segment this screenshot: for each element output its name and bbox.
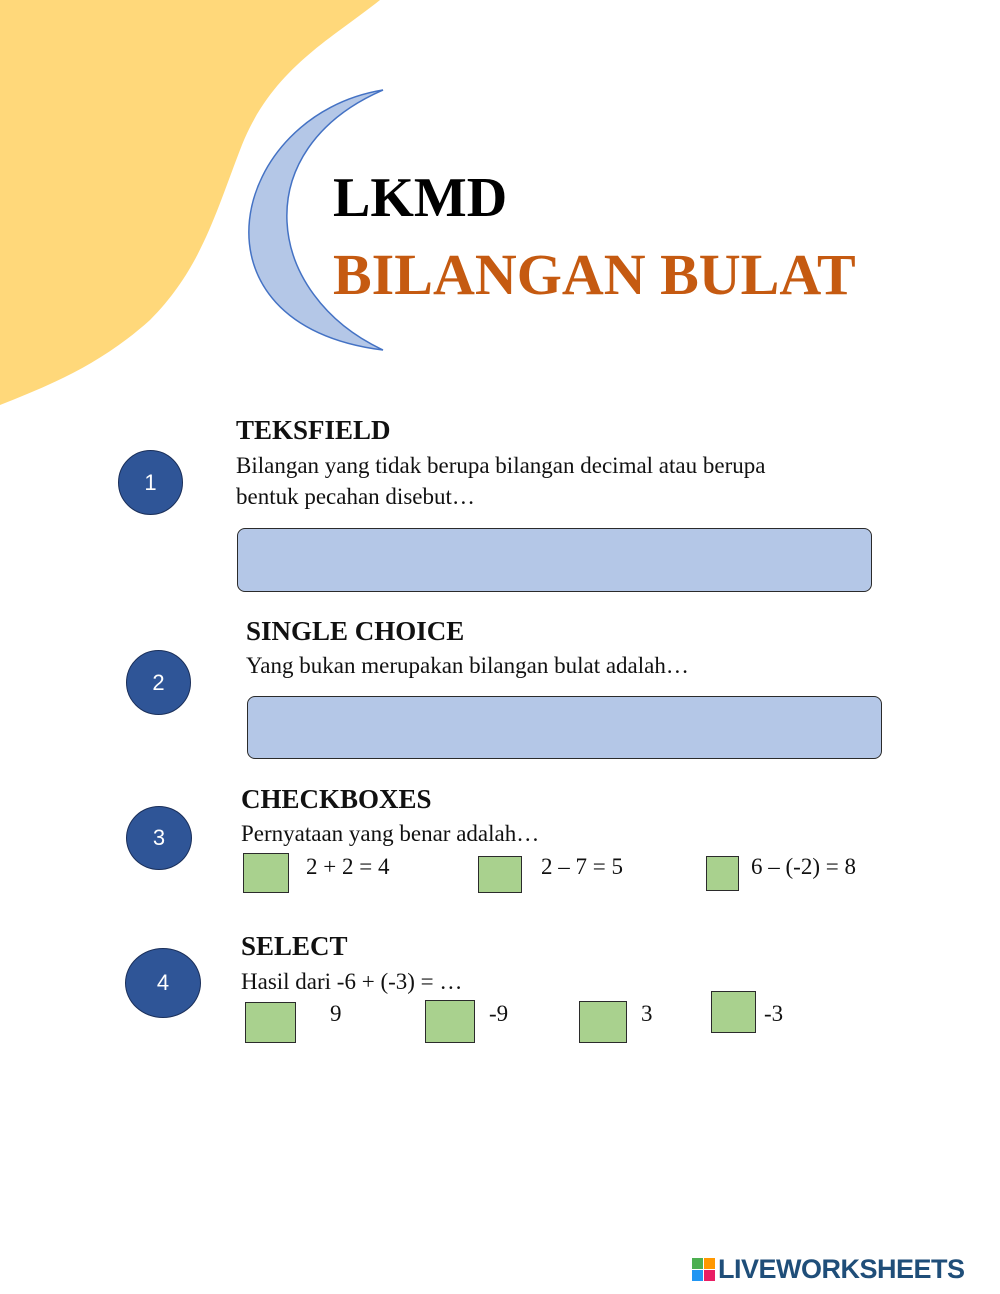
question-3-prompt: Pernyataan yang benar adalah… [241,821,540,846]
question-1-prompt-line-1: Bilangan yang tidak berupa bilangan decimal atau berupa [236,453,766,478]
question-number-2: 2 [126,650,191,715]
select-option-3[interactable] [579,1001,627,1043]
select-option-1-label: 9 [330,1001,342,1026]
question-number-3: 3 [126,806,192,870]
question-number-4: 4 [125,948,201,1018]
select-option-4[interactable] [711,991,756,1033]
select-option-2[interactable] [425,1000,475,1043]
page-subtitle: BILANGAN BULAT [333,242,856,307]
select-option-2-label: -9 [489,1001,509,1026]
section-title-checkboxes: CHECKBOXES [241,784,432,814]
checkbox-option-1[interactable] [243,853,289,893]
checkbox-option-2-label: 2 – 7 = 5 [541,854,623,879]
question-2-prompt: Yang bukan merupakan bilangan bulat adalah… [246,653,689,678]
checkbox-option-2[interactable] [478,856,522,893]
select-option-3-label: 3 [641,1001,653,1026]
checkbox-option-3[interactable] [706,856,739,891]
select-option-1[interactable] [245,1002,296,1043]
page-title: LKMD [333,167,508,229]
yellow-corner-blob [0,0,380,405]
section-title-teksfield: TEKSFIELD [236,415,391,445]
section-title-select: SELECT [241,931,348,961]
checkbox-option-1-label: 2 + 2 = 4 [306,854,390,879]
section-title-single-choice: SINGLE CHOICE [246,616,465,646]
liveworksheets-logo-icon [692,1258,715,1281]
question-number-1: 1 [118,450,183,515]
single-choice-answer-box[interactable] [247,696,882,759]
question-1-prompt-line-2: bentuk pecahan disebut… [236,484,475,509]
checkbox-option-3-label: 6 – (-2) = 8 [751,854,856,879]
question-4-prompt: Hasil dari -6 + (-3) = … [241,969,463,994]
brand-name: LIVEWORKSHEETS [718,1253,965,1284]
question-1-prompt [236,450,765,512]
liveworksheets-brand [692,1252,965,1286]
text-answer-field[interactable] [237,528,872,592]
select-option-4-label: -3 [764,1001,784,1026]
